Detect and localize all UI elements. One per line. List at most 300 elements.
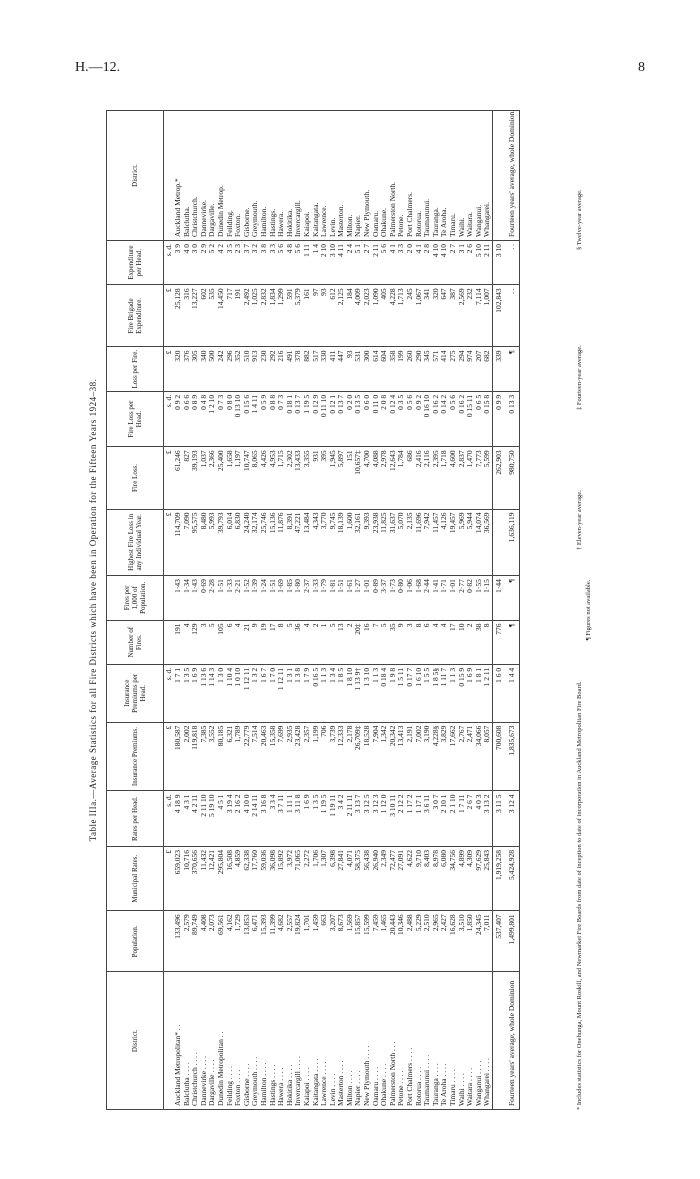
cell-loss-per-fire: 531 bbox=[354, 347, 363, 391]
cell-rates-per-head: 1 3 5 bbox=[312, 791, 321, 847]
dominion-fire-loss: 980,750 bbox=[505, 447, 520, 509]
cell-fire-loss: 151 bbox=[346, 447, 355, 509]
cell-brigade-exp: 602 bbox=[200, 285, 209, 347]
cell-rates: 6,398 bbox=[329, 846, 338, 910]
cell-brigade-exp: 184 bbox=[346, 285, 355, 347]
cell-district: Milton . . . . bbox=[346, 972, 355, 1110]
cell-fire-loss: 4,600 bbox=[449, 447, 458, 509]
cell-loss-per-fire: 614 bbox=[372, 347, 381, 391]
cell-brigade-exp: 612 bbox=[329, 285, 338, 347]
cell-brigade-exp: 4,009 bbox=[354, 285, 363, 347]
cell-population: 4,682 bbox=[277, 911, 286, 972]
cell-district: New Plymouth . . . . bbox=[363, 972, 372, 1110]
cell-district-right: Feilding. bbox=[226, 111, 235, 241]
cell-fire-loss: 1,784 bbox=[397, 447, 406, 509]
table-row bbox=[483, 111, 492, 1110]
cell-fires-per-1000: 1·51 bbox=[269, 576, 278, 620]
cell-rates: 9,710 bbox=[415, 846, 424, 910]
footnote-twelve-year: § Twelve-year average. bbox=[576, 189, 583, 250]
cell-fires-per-1000: 1·34 bbox=[183, 576, 192, 620]
cell-fire-loss: 1,718 bbox=[440, 447, 449, 509]
cell-district-right: Rotorua. bbox=[415, 111, 424, 241]
cell-brigade-exp: 232 bbox=[466, 285, 475, 347]
cell-brigade-exp: 405 bbox=[380, 285, 389, 347]
cell-exp-per-head: 5 6 bbox=[380, 240, 389, 284]
cell-insurance-per-head: 1 2 11 bbox=[483, 664, 492, 722]
cell-highest-loss: 5,969 bbox=[458, 509, 467, 576]
cell-district: Dannevirke . . . . bbox=[200, 972, 209, 1110]
cell-insurance-per-head: 1 13 9† bbox=[354, 664, 363, 722]
cell-district-right: Kaitangata. bbox=[312, 111, 321, 241]
cell-district-right: Tauranga. bbox=[432, 111, 441, 241]
cell-highest-loss: 4,343 bbox=[312, 509, 321, 576]
cell-exp-per-head: 5 10 bbox=[475, 240, 484, 284]
cell-insurance: 22,779 bbox=[243, 722, 252, 791]
totals-rates: 1,919,258 bbox=[492, 846, 505, 910]
cell-loss-per-fire: 358 bbox=[389, 347, 398, 391]
cell-highest-loss: 9,745 bbox=[329, 509, 338, 576]
cell-fire-loss: 2,395 bbox=[432, 447, 441, 509]
cell-insurance-per-head: 0 15 9 bbox=[458, 664, 467, 722]
cell-district-right: Whangarei. bbox=[483, 111, 492, 241]
cell-insurance-per-head: 1 0 10 bbox=[234, 664, 243, 722]
cell-brigade-exp: 341 bbox=[423, 285, 432, 347]
cell-insurance-per-head: 1 11 7 bbox=[440, 664, 449, 722]
cell-loss-per-fire: 352 bbox=[234, 347, 243, 391]
cell-brigade-exp: 2,125 bbox=[337, 285, 346, 347]
cell-exp-per-head: 2 9 bbox=[200, 240, 209, 284]
cell-rates: 72,477 bbox=[389, 846, 398, 910]
cell-insurance: 2,191 bbox=[406, 722, 415, 791]
cell-loss-per-head: 0 4 8 bbox=[200, 391, 209, 447]
unit-cell: £ bbox=[164, 347, 175, 391]
table-row bbox=[174, 111, 183, 1110]
cell-rates: 11,432 bbox=[200, 846, 209, 910]
cell-fires-per-1000: 1·43 bbox=[174, 576, 183, 620]
cell-insurance-per-head: 1 3 4 bbox=[329, 664, 338, 722]
cell-exp-per-head: 2 3 bbox=[234, 240, 243, 284]
cell-population: 10,346 bbox=[397, 911, 406, 972]
cell-fires: 2 bbox=[312, 620, 321, 664]
cell-district-right: Hokitika. bbox=[286, 111, 295, 241]
table-row bbox=[251, 111, 260, 1110]
cell-district-right: Te Aroha. bbox=[440, 111, 449, 241]
cell-brigade-exp: 2,492 bbox=[243, 285, 252, 347]
cell-loss-per-fire: 260 bbox=[406, 347, 415, 391]
cell-rates-per-head: 3 12 5 bbox=[363, 791, 372, 847]
cell-rates-per-head: 3 12 3 bbox=[372, 791, 381, 847]
cell-district-right: Hastings. bbox=[269, 111, 278, 241]
cell-rates: 6,080 bbox=[440, 846, 449, 910]
cell-insurance-per-head: 1 13 6 bbox=[200, 664, 209, 722]
cell-fires-per-1000: 1·61 bbox=[346, 576, 355, 620]
cell-population: 7,459 bbox=[372, 911, 381, 972]
dominion-insurance: 1,835,673 bbox=[505, 722, 520, 791]
cell-exp-per-head: 5 6 bbox=[294, 240, 303, 284]
table-row bbox=[337, 111, 346, 1110]
cell-fires-per-1000: 1·01 bbox=[449, 576, 458, 620]
table-row bbox=[380, 111, 389, 1110]
cell-insurance: 706 bbox=[320, 722, 329, 791]
table-row bbox=[372, 111, 381, 1110]
cell-fires: 5 bbox=[329, 620, 338, 664]
cell-highest-loss: 95,575 bbox=[191, 509, 200, 576]
col-header-loss-per-fire: Loss per Fire. bbox=[107, 347, 164, 391]
cell-fires: 3 bbox=[200, 620, 209, 664]
cell-rates-per-head: 1 11 1 bbox=[286, 791, 295, 847]
cell-fires: 17 bbox=[449, 620, 458, 664]
cell-insurance-per-head: 1 1 3 bbox=[320, 664, 329, 722]
cell-rates: 8,978 bbox=[432, 846, 441, 910]
cell-rates-per-head: 1 19 5 bbox=[320, 791, 329, 847]
cell-insurance-per-head: 1 8 5 bbox=[337, 664, 346, 722]
cell-loss-per-head: 0 5 9 bbox=[260, 391, 269, 447]
cell-loss-per-fire: 974 bbox=[466, 347, 475, 391]
cell-district: Napier . . . . bbox=[354, 972, 363, 1110]
cell-rates: 26,940 bbox=[372, 846, 381, 910]
cell-rates: 27,091 bbox=[397, 846, 406, 910]
cell-district: Hamilton . . . . bbox=[260, 972, 269, 1110]
cell-rates: 12,421 bbox=[208, 846, 217, 910]
cell-exp-per-head: 3 8 bbox=[260, 240, 269, 284]
cell-insurance: 15,358 bbox=[269, 722, 278, 791]
cell-rates: 4,622 bbox=[406, 846, 415, 910]
cell-loss-per-fire: 882 bbox=[303, 347, 312, 391]
cell-fires: 38 bbox=[475, 620, 484, 664]
cell-fires: 21 bbox=[243, 620, 252, 664]
cell-brigade-exp: 97 bbox=[312, 285, 321, 347]
cell-insurance-per-head: 1 12 11 bbox=[243, 664, 252, 722]
cell-brigade-exp: 7,114 bbox=[475, 285, 484, 347]
cell-district-right: Milton. bbox=[346, 111, 355, 241]
cell-rates-per-head: 2 6 7 bbox=[466, 791, 475, 847]
cell-loss-per-fire: 378 bbox=[294, 347, 303, 391]
cell-insurance-per-head: 1 3 0 bbox=[217, 664, 226, 722]
cell-brigade-exp: 1,299 bbox=[277, 285, 286, 347]
cell-district-right: Hamilton. bbox=[260, 111, 269, 241]
cell-loss-per-head: 0 9 2 bbox=[174, 391, 183, 447]
cell-loss-per-head: 0 12 1 bbox=[329, 391, 338, 447]
cell-rates-per-head: 1 19 11 bbox=[329, 791, 338, 847]
cell-exp-per-head: 3 10 bbox=[329, 240, 338, 284]
cell-rates-per-head: 2 10 1 bbox=[440, 791, 449, 847]
cell-fires: 35 bbox=[389, 620, 398, 664]
cell-exp-per-head: 4 1 bbox=[415, 240, 424, 284]
cell-insurance: 7,514 bbox=[251, 722, 260, 791]
cell-fires: 2 bbox=[466, 620, 475, 664]
cell-fire-loss: 1,197 bbox=[234, 447, 243, 509]
cell-population: 5,229 bbox=[415, 911, 424, 972]
cell-fires: 19 bbox=[260, 620, 269, 664]
cell-district: Ohakune . . . . bbox=[380, 972, 389, 1110]
cell-highest-loss: 4,126 bbox=[440, 509, 449, 576]
cell-fires: 8 bbox=[415, 620, 424, 664]
cell-fire-loss: 2,837 bbox=[458, 447, 467, 509]
cell-fires-per-1000: 1·79 bbox=[320, 576, 329, 620]
cell-population: 89,749 bbox=[191, 911, 200, 972]
cell-brigade-exp: 14,450 bbox=[217, 285, 226, 347]
cell-rates: 62,338 bbox=[243, 846, 252, 910]
cell-fires-per-1000: 1·80 bbox=[294, 576, 303, 620]
cell-fire-loss: 5,897 bbox=[337, 447, 346, 509]
table-caption: Table IIIa.—Average Statistics for all Fire Districts which have been in Operation for the Fifteen Years 1924–38. bbox=[88, 378, 98, 842]
cell-district: Gisborne . . . . bbox=[243, 972, 252, 1110]
cell-rates-per-head: 3 13 7 bbox=[354, 791, 363, 847]
table-row bbox=[406, 111, 415, 1110]
cell-rates: 370,656 bbox=[191, 846, 200, 910]
cell-rates-per-head: 3 6 11 bbox=[423, 791, 432, 847]
table-row bbox=[329, 111, 338, 1110]
cell-fire-loss: 4,426 bbox=[260, 447, 269, 509]
cell-fire-loss: 2,302 bbox=[286, 447, 295, 509]
cell-population: 133,496 bbox=[174, 911, 183, 972]
cell-fires: 9 bbox=[251, 620, 260, 664]
cell-exp-per-head: 2 6 bbox=[466, 240, 475, 284]
cell-population: 20,443 bbox=[389, 911, 398, 972]
cell-population: 1,850 bbox=[466, 911, 475, 972]
cell-population: 1,569 bbox=[346, 911, 355, 972]
cell-district: Timaru . . . . bbox=[449, 972, 458, 1110]
cell-exp-per-head: 1 4 bbox=[312, 240, 321, 284]
cell-district-right: New Plymouth. bbox=[363, 111, 372, 241]
cell-district: Lawrence . . . . bbox=[320, 972, 329, 1110]
cell-highest-loss: 8,391 bbox=[286, 509, 295, 576]
cell-rates: 1,706 bbox=[312, 846, 321, 910]
cell-exp-per-head: 5 2 bbox=[208, 240, 217, 284]
cell-exp-per-head: 4 11 bbox=[337, 240, 346, 284]
cell-fires-per-1000: 1·39 bbox=[251, 576, 260, 620]
cell-insurance-per-head: 0 18 4 bbox=[380, 664, 389, 722]
col-header-district: District. bbox=[107, 972, 164, 1110]
totals-loss-per-head: 0 9 9 bbox=[492, 391, 505, 447]
cell-insurance-per-head: 1 5 11 bbox=[397, 664, 406, 722]
cell-brigade-exp: 1,713 bbox=[397, 285, 406, 347]
cell-district: Auckland Metropolitan* . . bbox=[174, 972, 183, 1110]
cell-fires-per-1000: 2·37 bbox=[303, 576, 312, 620]
cell-fires: 5 bbox=[208, 620, 217, 664]
cell-fires: 7 bbox=[372, 620, 381, 664]
col-header-fires-per-1000: Fires per 1,000 of Population. bbox=[107, 576, 164, 620]
totals-district-right bbox=[492, 111, 505, 241]
cell-rates-per-head: 2 12 2 bbox=[397, 791, 406, 847]
cell-exp-per-head: 5 6 bbox=[277, 240, 286, 284]
cell-insurance: 3,829 bbox=[440, 722, 449, 791]
cell-fire-loss: 2,366 bbox=[208, 447, 217, 509]
cell-loss-per-fire: 93 bbox=[346, 347, 355, 391]
cell-rates-per-head: 3 4 2 bbox=[337, 791, 346, 847]
cell-rates: 10,716 bbox=[183, 846, 192, 910]
cell-insurance: 7,002 bbox=[415, 722, 424, 791]
dominion-rates-per-head: 3 12 4 bbox=[505, 791, 520, 847]
cell-loss-per-head: 0 16 2 bbox=[458, 391, 467, 447]
cell-insurance: 34,066 bbox=[475, 722, 484, 791]
cell-loss-per-head: 0 15 8 bbox=[483, 391, 492, 447]
cell-exp-per-head: 2 11 bbox=[483, 240, 492, 284]
cell-district: Christchurch . . . . bbox=[191, 972, 200, 1110]
cell-insurance-per-head: 1 8 5§ bbox=[432, 664, 441, 722]
cell-insurance: 119,818 bbox=[191, 722, 200, 791]
cell-insurance: 180,587 bbox=[174, 722, 183, 791]
unit-cell: £ bbox=[164, 846, 175, 910]
table-row bbox=[226, 111, 235, 1110]
cell-highest-loss: 8,480 bbox=[200, 509, 209, 576]
cell-loss-per-fire: 207 bbox=[475, 347, 484, 391]
unit-cell: s. d. bbox=[164, 664, 175, 722]
cell-insurance-per-head: 1 8 1 bbox=[475, 664, 484, 722]
cell-loss-per-head: 1 19 5 bbox=[303, 391, 312, 447]
cell-district-right: Foxton. bbox=[234, 111, 243, 241]
cell-rates-per-head: 4 10 0 bbox=[243, 791, 252, 847]
cell-rates-per-head: 2 11 10 bbox=[200, 791, 209, 847]
cell-exp-per-head: 2 10 bbox=[320, 240, 329, 284]
cell-district-right: Invercargill. bbox=[294, 111, 303, 241]
cell-population: 1,459 bbox=[312, 911, 321, 972]
cell-fires: 4 bbox=[234, 620, 243, 664]
cell-insurance: 3,739 bbox=[329, 722, 338, 791]
cell-loss-per-head: 0 15 11 bbox=[466, 391, 475, 447]
cell-brigade-exp: 2,023 bbox=[363, 285, 372, 347]
cell-fires-per-1000: 1·85 bbox=[286, 576, 295, 620]
table-row bbox=[432, 111, 441, 1110]
cell-exp-per-head: 5 1 bbox=[354, 240, 363, 284]
cell-district-right: Palmerston North. bbox=[389, 111, 398, 241]
cell-population: 2,510 bbox=[423, 911, 432, 972]
cell-loss-per-fire: 447 bbox=[337, 347, 346, 391]
cell-fire-loss: 686 bbox=[406, 447, 415, 509]
cell-district: Waihi . . . . bbox=[458, 972, 467, 1110]
cell-rates: 4,859 bbox=[234, 846, 243, 910]
totals-insurance-per-head: 1 6 0 bbox=[492, 664, 505, 722]
cell-rates-per-head: 1 17 2 bbox=[406, 791, 415, 847]
dominion-insurance-per-head: 1 4 4 bbox=[505, 664, 520, 722]
cell-fires: 4 bbox=[303, 620, 312, 664]
cell-insurance-per-head: 1 3 1 bbox=[286, 664, 295, 722]
cell-insurance: 6,321 bbox=[226, 722, 235, 791]
cell-district-right: Masterton. bbox=[337, 111, 346, 241]
cell-exp-per-head: 3 3 bbox=[397, 240, 406, 284]
footnote-eleven-year: † Eleven-year average. bbox=[576, 490, 583, 550]
cell-insurance: 2,002 bbox=[183, 722, 192, 791]
cell-exp-per-head: 2 8 bbox=[423, 240, 432, 284]
cell-exp-per-head: 3 2 bbox=[251, 240, 260, 284]
cell-population: 2,488 bbox=[406, 911, 415, 972]
cell-fires: 191 bbox=[174, 620, 183, 664]
cell-population: 2,557 bbox=[286, 911, 295, 972]
table-row bbox=[440, 111, 449, 1110]
cell-population: 1,701 bbox=[303, 911, 312, 972]
cell-insurance: 4,228§ bbox=[432, 722, 441, 791]
cell-rates: 4,899 bbox=[458, 846, 467, 910]
cell-population: 15,857 bbox=[354, 911, 363, 972]
dominion-district-right: Fourteen years' average, whole Dominion. bbox=[505, 111, 520, 241]
cell-loss-per-head: 0 8 9 bbox=[191, 391, 200, 447]
cell-loss-per-head: 0 5 6 bbox=[406, 391, 415, 447]
cell-insurance-per-head: 1 12 11 bbox=[277, 664, 286, 722]
cell-fire-loss: 4,088 bbox=[372, 447, 381, 509]
cell-loss-per-fire: 290 bbox=[415, 347, 424, 391]
cell-insurance-per-head: 1 3 10 bbox=[363, 664, 372, 722]
cell-exp-per-head: 2 7 bbox=[363, 240, 372, 284]
cell-rates: 8,403 bbox=[423, 846, 432, 910]
cell-loss-per-fire: 491 bbox=[286, 347, 295, 391]
cell-fires-per-1000: 1·06 bbox=[406, 576, 415, 620]
cell-loss-per-head: 0 6 0 bbox=[363, 391, 372, 447]
cell-insurance: 80,185 bbox=[217, 722, 226, 791]
cell-loss-per-fire: 604 bbox=[380, 347, 389, 391]
cell-loss-per-fire: 294 bbox=[458, 347, 467, 391]
cell-loss-per-fire: 414 bbox=[440, 347, 449, 391]
cell-highest-loss: 24,240 bbox=[243, 509, 252, 576]
cell-highest-loss: 2,135 bbox=[406, 509, 415, 576]
cell-insurance-per-head: 0 17 7 bbox=[406, 664, 415, 722]
page-code: H.—12. bbox=[75, 60, 121, 75]
table-row bbox=[346, 111, 355, 1110]
cell-district: Hastings . . . . bbox=[269, 972, 278, 1110]
dominion-district: Fourteen years' average, whole Dominion bbox=[505, 972, 520, 1110]
cell-rates-per-head: 2 16 2 bbox=[234, 791, 243, 847]
cell-highest-loss: 25,746 bbox=[260, 509, 269, 576]
dominion-expenditure-per-head: . . bbox=[505, 240, 520, 284]
cell-population: 15,393 bbox=[260, 911, 269, 972]
cell-population: 13,853 bbox=[243, 911, 252, 972]
cell-fires-per-1000: 1·69 bbox=[277, 576, 286, 620]
cell-exp-per-head: 3 5 bbox=[226, 240, 235, 284]
cell-fire-loss: 12,643 bbox=[389, 447, 398, 509]
cell-loss-per-head: 0 16 10 bbox=[423, 391, 432, 447]
cell-loss-per-head: 0 13 10 bbox=[234, 391, 243, 447]
cell-district-right: Waihi. bbox=[458, 111, 467, 241]
cell-highest-loss: 9,393 bbox=[363, 509, 372, 576]
totals-rates-per-head: 3 11 5 bbox=[492, 791, 505, 847]
cell-fire-loss: 1,037 bbox=[200, 447, 209, 509]
cell-fire-loss: 25,400 bbox=[217, 447, 226, 509]
dominion-loss-per-head: 0 13 3 bbox=[505, 391, 520, 447]
cell-loss-per-fire: 275 bbox=[449, 347, 458, 391]
cell-fire-loss: 61,246 bbox=[174, 447, 183, 509]
cell-population: 11,399 bbox=[269, 911, 278, 972]
cell-district: Taumarunui . . . . bbox=[423, 972, 432, 1110]
cell-loss-per-head: 0 13 7 bbox=[337, 391, 346, 447]
cell-district: Petone . . . . bbox=[397, 972, 406, 1110]
table-row bbox=[423, 111, 432, 1110]
cell-highest-loss: 114,709 bbox=[174, 509, 183, 576]
cell-rates: 34,756 bbox=[449, 846, 458, 910]
cell-rates: 1,307 bbox=[320, 846, 329, 910]
header-row bbox=[107, 111, 164, 1110]
cell-fire-loss: 2,978 bbox=[380, 447, 389, 509]
cell-exp-per-head: 3 1 bbox=[458, 240, 467, 284]
cell-fires: 9 bbox=[397, 620, 406, 664]
table-row bbox=[320, 111, 329, 1110]
cell-rates: 58,375 bbox=[354, 846, 363, 910]
cell-loss-per-head: 0 15 6 bbox=[243, 391, 252, 447]
dominion-rates: 5,424,928 bbox=[505, 846, 520, 910]
cell-population: 6,471 bbox=[251, 911, 260, 972]
cell-loss-per-fire: 345 bbox=[423, 347, 432, 391]
cell-brigade-exp: 161 bbox=[303, 285, 312, 347]
col-header-loss-per-head: Fire Loss per Head. bbox=[107, 391, 164, 447]
cell-fires-per-1000: 1·71 bbox=[440, 576, 449, 620]
cell-brigade-exp: 13,227 bbox=[191, 285, 200, 347]
cell-insurance-per-head: 1 3 2 bbox=[251, 664, 260, 722]
cell-district-right: Lawrence. bbox=[320, 111, 329, 241]
cell-insurance-per-head: 0 16 5 bbox=[312, 664, 321, 722]
cell-fires-per-1000: 1·81 bbox=[329, 576, 338, 620]
cell-brigade-exp: 717 bbox=[226, 285, 235, 347]
cell-rates: 56,438 bbox=[363, 846, 372, 910]
cell-highest-loss: 36,569 bbox=[483, 509, 492, 576]
cell-district-right: Dunedin Metrop. bbox=[217, 111, 226, 241]
